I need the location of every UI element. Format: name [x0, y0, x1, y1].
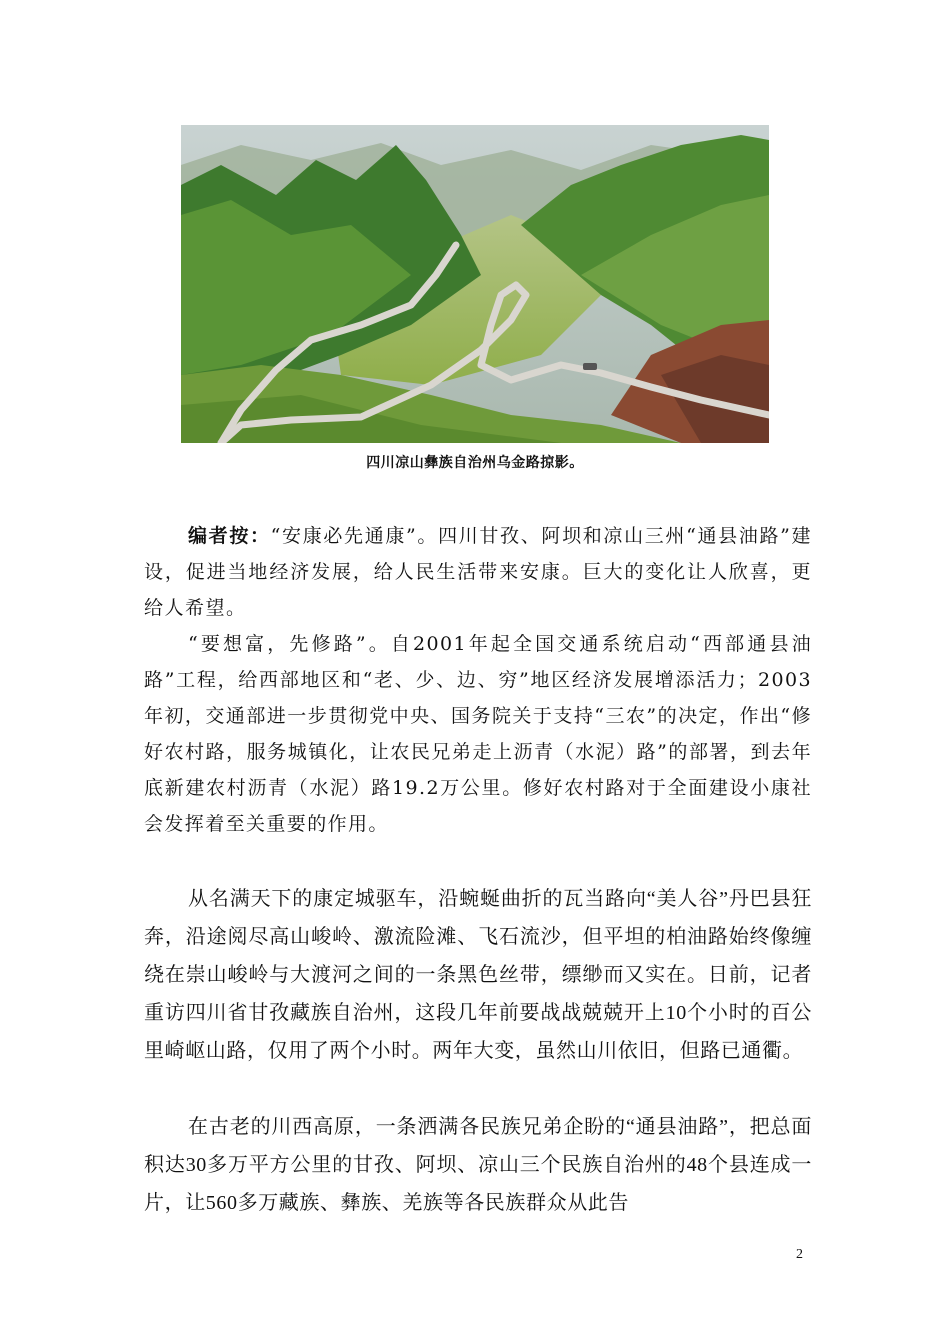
- page-number: 2: [796, 1247, 803, 1262]
- body-paragraph-3: 在古老的川西高原，一条洒满各民族兄弟企盼的“通县油路”，把总面积达30多万平方公里的甘孜、阿坝、凉山三个民族自治州的48个县连成一片，让560多万藏族、彝族、羌族等各民族群众从此告: [144, 1116, 812, 1214]
- editor-note-label: 编者按：: [188, 525, 271, 547]
- body-paragraph-2: 从名满天下的康定城驱车，沿蜿蜒曲折的瓦当路向“美人谷”丹巴县狂奔，沿途阅尽高山峻岭、激流险滩、飞石流沙，但平坦的柏油路始终像缠绕在崇山峻岭与大渡河之间的一条黑色丝带，缥缈而又实在。日前，记者重访四川省甘孜藏族自治州，这段几年前要战战兢兢开上10个小时的百公里崎岖山路，仅用了两个小时。两年大变，虽然山川依旧，但路已通衢。: [144, 888, 812, 1062]
- mountain-road-photo: [181, 125, 769, 443]
- body-paragraph-1: “要想富，先修路”。自2001年起全国交通系统启动“西部通县油路”工程，给西部地区和“老、少、边、穷”地区经济发展增添活力；2003年初，交通部进一步贯彻党中央、国务院关于支持“三农”的决定，作出“修好农村路，服务城镇化，让农民兄弟走上沥青（水泥）路”的部署，到去年底新建农村沥青（水泥）路19.2万公里。修好农村路对于全面建设小康社会发挥着至关重要的作用。: [144, 633, 812, 835]
- editor-note: [144, 518, 812, 626]
- editor-note-text: “安康必先通康”。四川甘孜、阿坝和凉山三州“通县油路”建设，促进当地经济发展，给人民生活带来安康。巨大的变化让人欣喜，更给人希望。: [144, 525, 812, 619]
- photo-caption: 四川凉山彝族自治州乌金路掠影。: [366, 455, 584, 471]
